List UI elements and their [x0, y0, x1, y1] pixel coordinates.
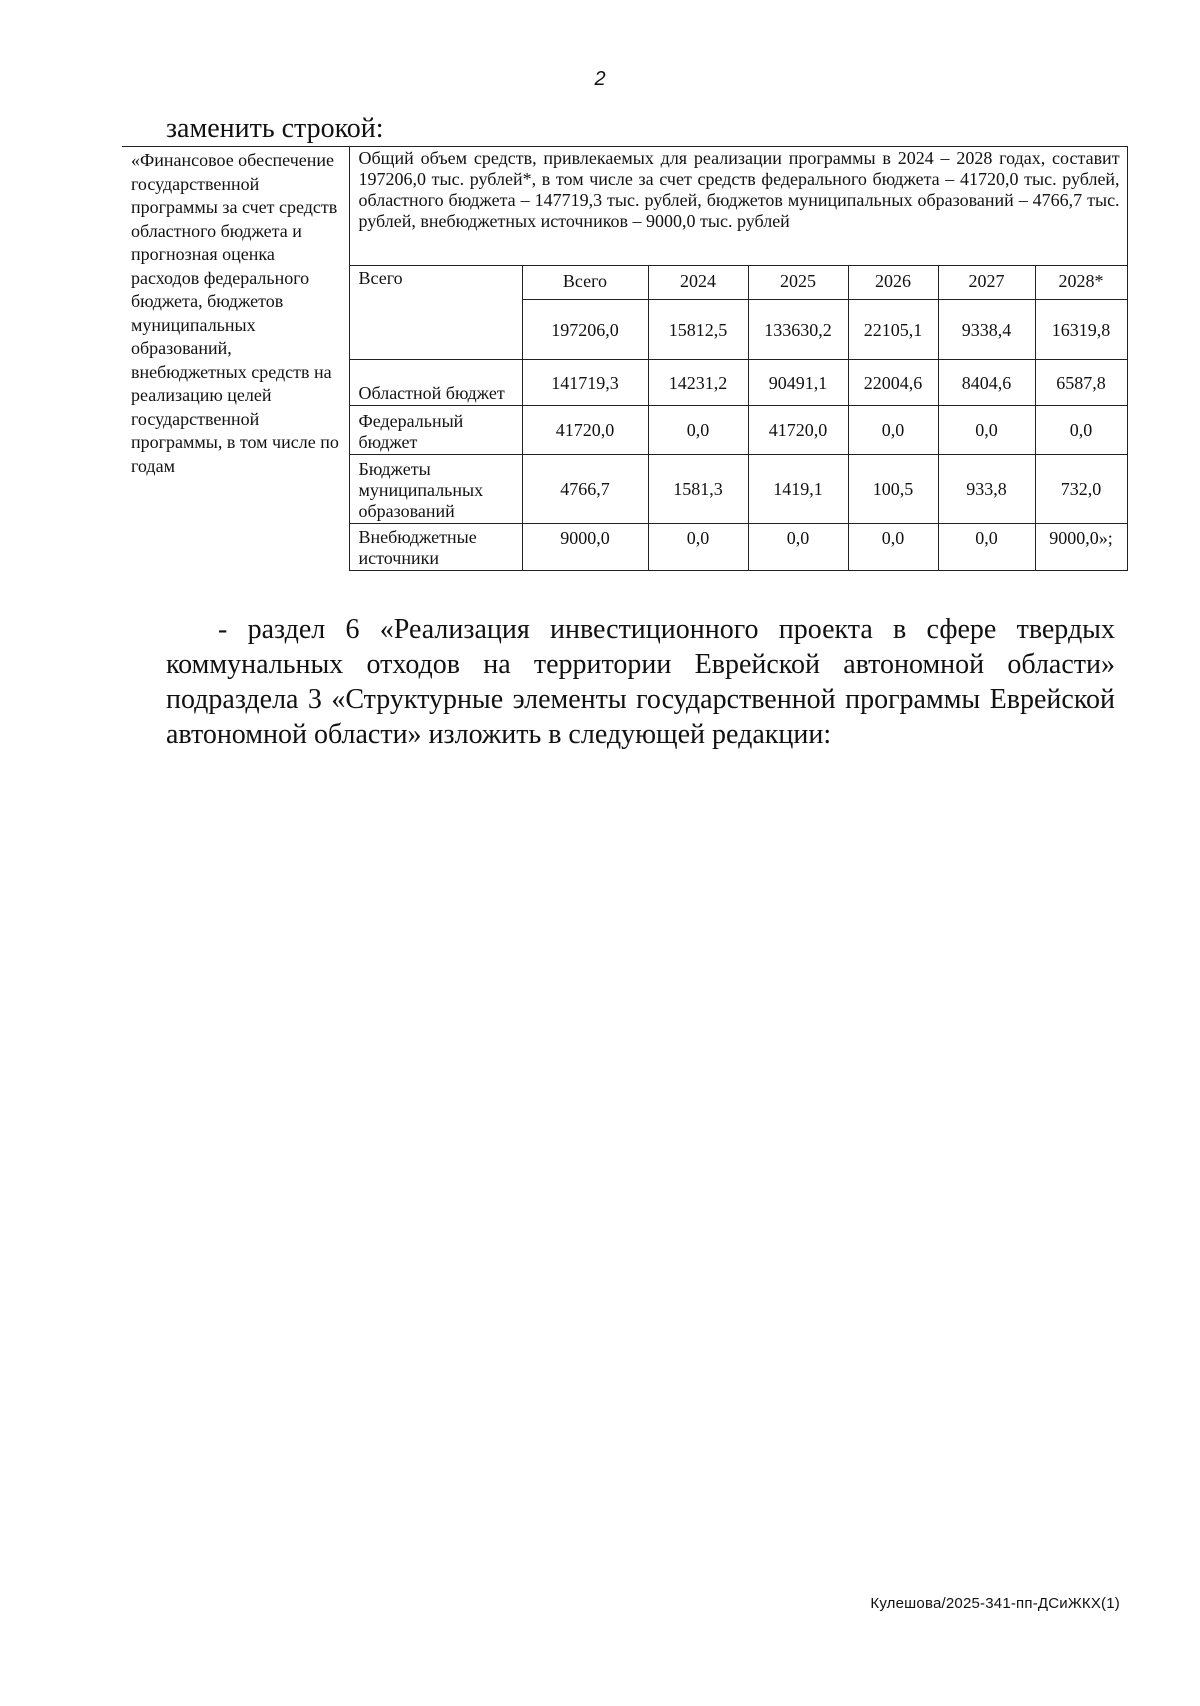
table-cell: 0,0: [748, 524, 848, 571]
row-label-total: Всего: [349, 266, 522, 360]
column-header: 2028*: [1035, 266, 1127, 300]
financing-table: [122, 146, 1128, 571]
table-cell: 732,0: [1035, 455, 1127, 524]
table-cell: 41720,0: [522, 406, 648, 455]
table-cell: 22105,1: [848, 300, 938, 360]
table-cell: 933,8: [938, 455, 1035, 524]
table-cell: 1581,3: [648, 455, 748, 524]
table-cell: 0,0: [648, 524, 748, 571]
table-cell: 0,0: [1035, 406, 1127, 455]
table-cell: 133630,2: [748, 300, 848, 360]
document-code-footer: Кулешова/2025-341-пп-ДСиЖКХ(1): [870, 1595, 1120, 1612]
table-row: [122, 147, 1127, 266]
table-cell: 0,0: [848, 524, 938, 571]
table-cell: 9000,0»;: [1035, 524, 1127, 571]
program-financing-label: «Финансовое обеспечение государственной программы за счет средств областного бюджета и прогнозная оценка расходов федерального бюджета, бюджетов муниципальных образований, внебюджетных средств на реализацию целей государственной программы, в том числе по годам: [122, 147, 349, 571]
table-cell: 197206,0: [522, 300, 648, 360]
row-label: Внебюджетные источники: [349, 524, 522, 571]
row-label: Областной бюджет: [349, 360, 522, 406]
column-header: 2027: [938, 266, 1035, 300]
table-cell: 41720,0: [748, 406, 848, 455]
table-cell: 0,0: [938, 406, 1035, 455]
table-cell: 141719,3: [522, 360, 648, 406]
column-header: Всего: [522, 266, 648, 300]
column-header: 2025: [748, 266, 848, 300]
table-cell: 1419,1: [748, 455, 848, 524]
row-label: Бюджеты муниципальных образований: [349, 455, 522, 524]
table-cell: 9000,0: [522, 524, 648, 571]
table-cell: 8404,6: [938, 360, 1035, 406]
table-cell: 15812,5: [648, 300, 748, 360]
total-volume-summary: Общий объем средств, привлекаемых для реализации программы в 2024 – 2028 годах, составит 197206,0 тыс. рублей*, в том числе за счет средств федерального бюджета – 41720,0 тыс. рублей, областного бюджета – 147719,3 тыс. рублей, бюджетов муниципальных образований – 4766,7 тыс. рублей, внебюджетных источников – 9000,0 тыс. рублей: [349, 147, 1127, 266]
page-number: 2: [594, 68, 606, 90]
column-header: 2024: [648, 266, 748, 300]
table-cell: 22004,6: [848, 360, 938, 406]
table-cell: 0,0: [938, 524, 1035, 571]
intro-line: заменить строкой:: [166, 113, 384, 144]
table-cell: 16319,8: [1035, 300, 1127, 360]
table-cell: 4766,7: [522, 455, 648, 524]
table-cell: 9338,4: [938, 300, 1035, 360]
table-cell: 90491,1: [748, 360, 848, 406]
row-label: Федеральный бюджет: [349, 406, 522, 455]
table-cell: 6587,8: [1035, 360, 1127, 406]
table-cell: 0,0: [848, 406, 938, 455]
table-cell: 100,5: [848, 455, 938, 524]
column-header: 2026: [848, 266, 938, 300]
table-cell: 0,0: [648, 406, 748, 455]
section-6-amendment-paragraph: - раздел 6 «Реализация инвестиционного проекта в сфере твердых коммунальных отходов на территории Еврейской автономной области» подраздела 3 «Структурные элементы государственной программы Еврейской автономной области» изложить в следующей редакции:: [166, 614, 1115, 750]
table-cell: 14231,2: [648, 360, 748, 406]
